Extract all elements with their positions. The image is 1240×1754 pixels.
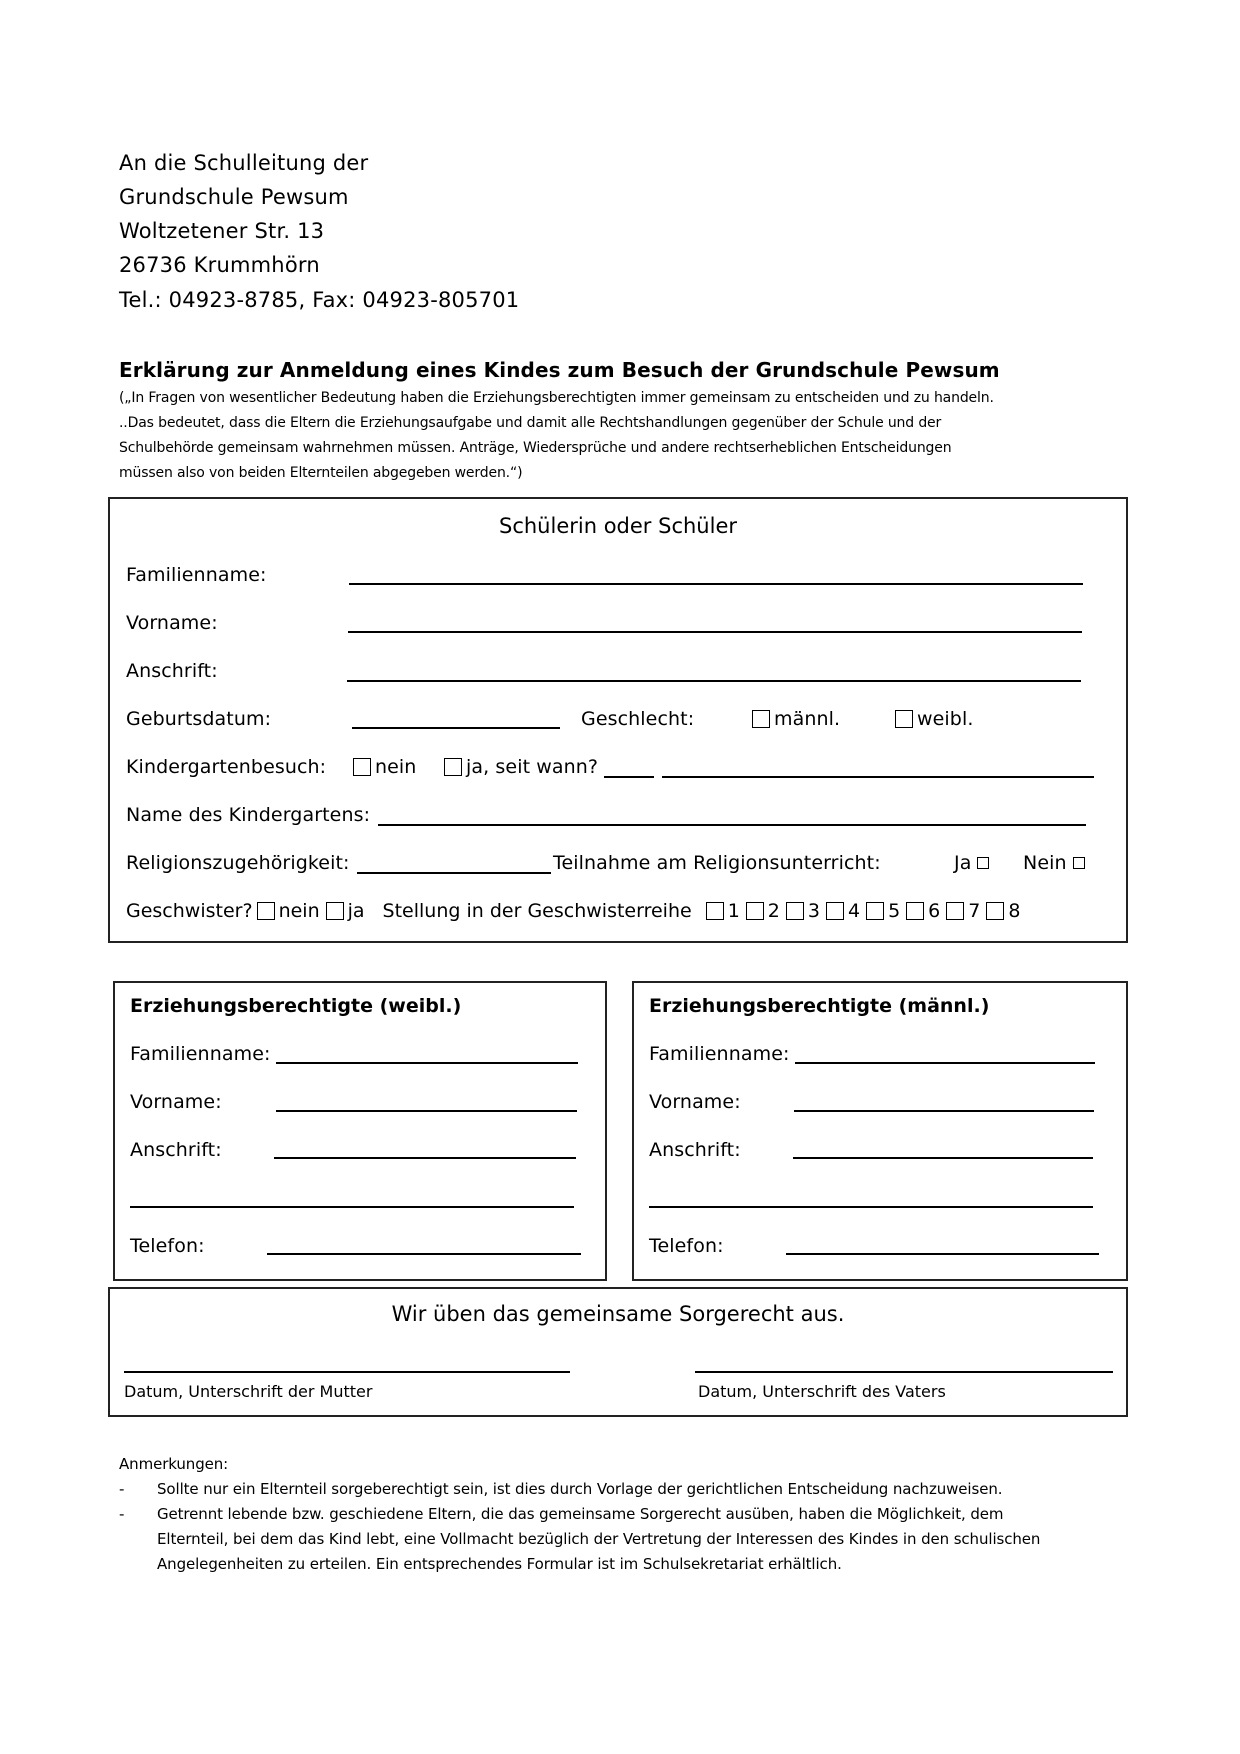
student-family-name-field[interactable] [349,583,1083,585]
religion-class-no-checkbox[interactable] [1073,857,1085,869]
guardian-male-first-name-label: Vorname: [649,1091,741,1113]
notes-item-2-line-3: Angelegenheiten zu erteilen. Ein entsprechendes Formular ist im Schulsekretariat erhältlich. [157,1555,842,1573]
religion-class-yes-checkbox[interactable] [977,857,989,869]
sibling-position-8-text: 8 [1008,900,1021,922]
student-first-name-field[interactable] [348,631,1082,633]
religion-label: Religionszugehörigkeit: [126,852,350,874]
kindergarten-no-text: nein [375,756,417,778]
kindergarten-no-checkbox[interactable] [353,758,371,776]
sibling-position-5-checkbox[interactable] [866,902,884,920]
mother-signature-label: Datum, Unterschrift der Mutter [124,1382,373,1401]
student-address-label: Anschrift: [126,660,218,682]
sibling-position-7-text: 7 [968,900,981,922]
student-address-field[interactable] [347,680,1081,682]
sibling-position-label: Stellung in der Geschwisterreihe [382,900,692,922]
guardian-female-family-name-label: Familienname: [130,1043,271,1065]
guardian-female-address-field[interactable] [274,1157,576,1159]
birthdate-label: Geburtsdatum: [126,708,272,730]
guardian-male-heading: Erziehungsberechtigte (männl.) [649,995,990,1017]
sibling-position-8[interactable] [986,900,1020,922]
guardian-female-phone-field[interactable] [267,1253,581,1255]
guardian-male-address-label: Anschrift: [649,1139,741,1161]
sibling-position-6[interactable] [906,900,940,922]
guardian-female-first-name-field[interactable] [276,1110,577,1112]
sibling-position-5[interactable] [866,900,900,922]
sibling-position-7-checkbox[interactable] [946,902,964,920]
gender-male-text: männl. [774,708,841,730]
father-signature-field[interactable] [695,1371,1113,1373]
sibling-position-4-checkbox[interactable] [826,902,844,920]
religion-class-label: Teilnahme am Religionsunterricht: [553,852,881,874]
sibling-position-4-text: 4 [847,900,861,922]
notes-item-2-line-1: Getrennt lebende bzw. geschiedene Eltern, die das gemeinsame Sorgerecht ausüben, haben die Möglichkeit, dem [157,1505,1004,1523]
sibling-position-2-text: 2 [767,900,780,922]
kindergarten-yes-text: ja, seit wann? [466,756,599,778]
declaration-title: Erklärung zur Anmeldung eines Kindes zum Besuch der Grundschule Pewsum [119,358,1000,382]
sibling-position-1[interactable] [706,900,740,922]
guardian-female-family-name-field[interactable] [276,1062,578,1064]
kindergarten-since-field[interactable] [604,776,654,778]
gender-female-checkbox[interactable] [895,710,913,728]
recipient-line-3: Woltzetener Str. 13 [119,219,325,243]
guardian-female-address-field-2[interactable] [130,1206,574,1208]
sibling-position-8-checkbox[interactable] [986,902,1004,920]
guardian-male-address-field-2[interactable] [649,1206,1093,1208]
siblings-yes-checkbox[interactable] [326,902,344,920]
gender-male-option[interactable] [752,708,840,730]
guardian-male-phone-field[interactable] [786,1253,1099,1255]
siblings-no-text: nein [278,900,320,922]
religion-class-yes-option[interactable] [954,852,989,874]
kindergarten-yes-checkbox[interactable] [444,758,462,776]
birthdate-field[interactable] [352,727,560,729]
sibling-position-6-text: 6 [928,900,941,922]
sibling-position-3-checkbox[interactable] [786,902,804,920]
kindergarten-since-field-extension[interactable] [662,776,1094,778]
quote-line-1: („In Fragen von wesentlicher Bedeutung haben die Erziehungsberechtigten immer gemeinsam zu entscheiden und zu handeln. [119,390,994,406]
notes-item-1: Sollte nur ein Elternteil sorgeberechtigt sein, ist dies durch Vorlage der gerichtlichen Entscheidung nachzuweisen. [157,1480,1003,1498]
kindergarten-name-field[interactable] [378,824,1086,826]
sibling-position-1-text: 1 [727,900,740,922]
sibling-position-1-checkbox[interactable] [706,902,724,920]
student-first-name-label: Vorname: [126,612,218,634]
recipient-line-4: 26736 Krummhörn [119,253,320,277]
recipient-line-1: An die Schulleitung der [119,151,369,175]
guardian-male-first-name-field[interactable] [794,1110,1094,1112]
siblings-row [126,898,1020,924]
sibling-position-3[interactable] [786,900,820,922]
siblings-yes-text: ja [347,900,365,922]
kindergarten-label: Kindergartenbesuch: [126,756,327,778]
gender-male-checkbox[interactable] [752,710,770,728]
notes-heading: Anmerkungen: [119,1455,229,1473]
sibling-position-4[interactable] [826,900,860,922]
religion-class-no-option[interactable] [1023,852,1085,874]
quote-line-3: Schulbehörde gemeinsam wahrnehmen müssen. Anträge, Wiedersprüche und andere rechtserheblichen Entscheidungen [119,440,952,456]
recipient-contact: Tel.: 04923-8785, Fax: 04923-805701 [119,288,520,312]
siblings-label: Geschwister? [126,900,253,922]
guardian-female-phone-label: Telefon: [130,1235,205,1257]
sibling-position-5-text: 5 [888,900,901,922]
guardian-male-address-field[interactable] [793,1157,1093,1159]
kindergarten-yes-option[interactable] [444,756,598,778]
student-family-name-label: Familienname: [126,564,267,586]
notes-item-2-line-2: Elternteil, bei dem das Kind lebt, eine Vollmacht bezüglich der Vertretung der Interessen des Kindes in den schulischen [157,1530,1041,1548]
guardian-male-family-name-field[interactable] [795,1062,1095,1064]
notes-bullet-2: - [119,1505,125,1523]
siblings-no-checkbox[interactable] [257,902,275,920]
quote-line-4: müssen also von beiden Elternteilen abgegeben werden.“) [119,465,523,481]
sibling-position-2[interactable] [746,900,780,922]
sibling-position-3-text: 3 [807,900,820,922]
gender-label: Geschlecht: [581,708,695,730]
custody-heading: Wir üben das gemeinsame Sorgerecht aus. [391,1302,845,1326]
guardian-female-first-name-label: Vorname: [130,1091,222,1113]
guardian-female-address-label: Anschrift: [130,1139,222,1161]
siblings-no-option[interactable] [257,900,320,922]
religion-class-yes-text: Ja [954,852,972,874]
guardian-male-family-name-label: Familienname: [649,1043,790,1065]
mother-signature-field[interactable] [124,1371,570,1373]
sibling-position-2-checkbox[interactable] [746,902,764,920]
guardian-female-heading: Erziehungsberechtigte (weibl.) [130,995,462,1017]
gender-female-text: weibl. [917,708,974,730]
recipient-line-2: Grundschule Pewsum [119,185,349,209]
religion-class-no-text: Nein [1023,852,1067,874]
gender-female-option[interactable] [895,708,974,730]
religion-field[interactable] [357,872,551,874]
father-signature-label: Datum, Unterschrift des Vaters [698,1382,946,1401]
sibling-position-7[interactable] [946,900,980,922]
quote-line-2: ..Das bedeutet, dass die Eltern die Erziehungsaufgabe und damit alle Rechtshandlungen gegenüber der Schule und der [119,415,942,431]
kindergarten-no-option[interactable] [353,756,416,778]
guardian-male-phone-label: Telefon: [649,1235,724,1257]
siblings-yes-option[interactable] [326,900,365,922]
sibling-position-6-checkbox[interactable] [906,902,924,920]
student-heading: Schülerin oder Schüler [499,514,737,538]
kindergarten-name-label: Name des Kindergartens: [126,804,371,826]
notes-bullet-1: - [119,1480,125,1498]
